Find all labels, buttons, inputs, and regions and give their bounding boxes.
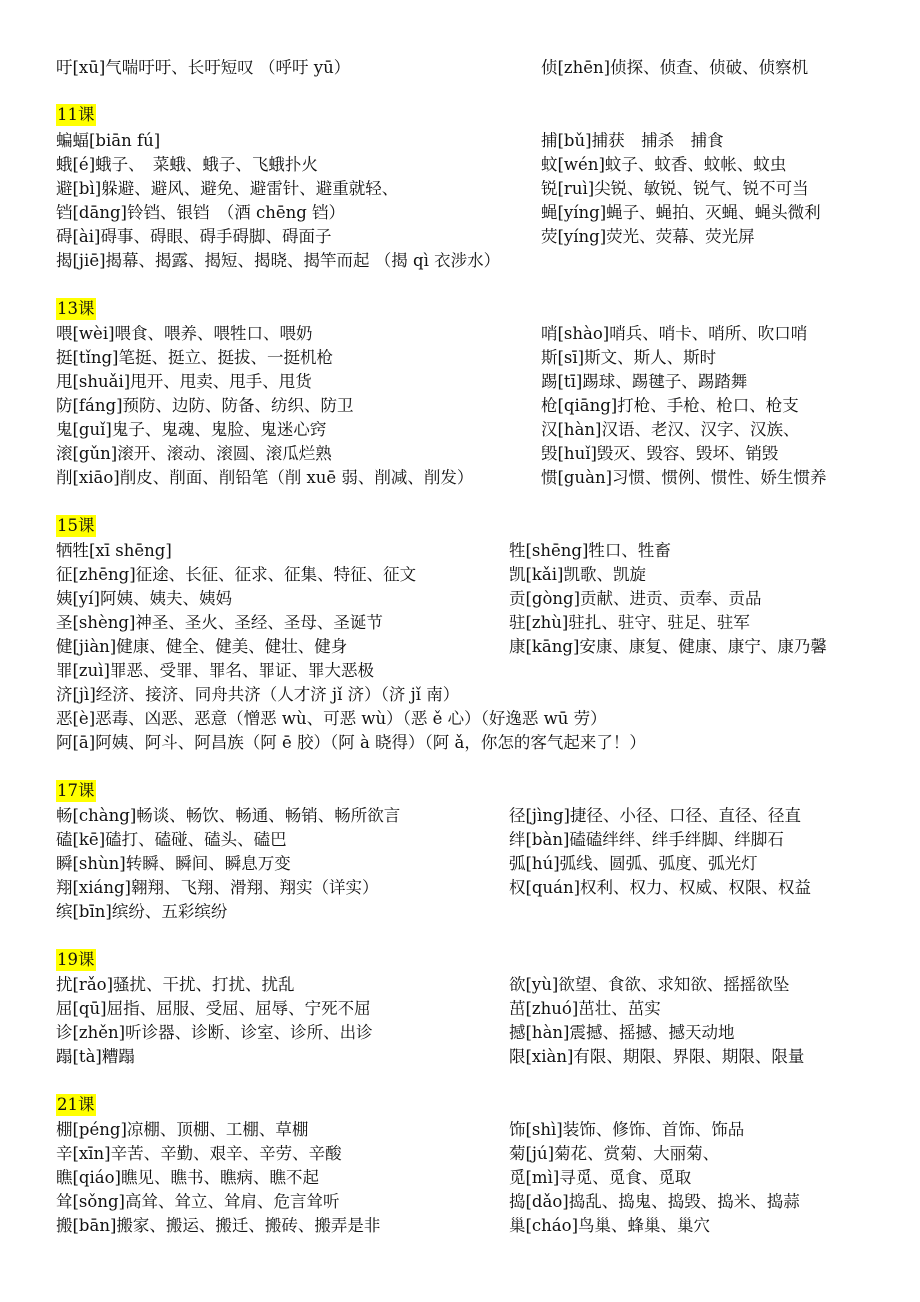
entry-left: 牺牲[xī shēng] xyxy=(56,541,172,560)
entry-left: 滚[gǔn]滚开、滚动、滚圆、滚瓜烂熟 xyxy=(56,444,332,463)
entry-right: 牲[shēng]牲口、牲畜 xyxy=(509,541,671,560)
entry-right: 毁[huǐ]毁灭、毁容、毁坏、销毁 xyxy=(541,444,779,463)
lesson-heading-19: 19课 xyxy=(57,950,95,969)
entry-right: 绊[bàn]磕磕绊绊、绊手绊脚、绊脚石 xyxy=(509,830,784,849)
entry-left: 吁[xū]气喘吁吁、长吁短叹 （呼吁 yū） xyxy=(56,58,351,77)
entry-right: 荧[yíng]荧光、荧幕、荧光屏 xyxy=(541,227,755,246)
entry-left: 扰[rǎo]骚扰、干扰、打扰、扰乱 xyxy=(56,975,295,994)
entry-left: 蹋[tà]糟蹋 xyxy=(56,1047,135,1066)
entry-right: 康[kāng]安康、康复、健康、康宁、康乃馨 xyxy=(509,637,827,656)
entry-left: 削[xiāo]削皮、削面、削铅笔（削 xuē 弱、削减、削发） xyxy=(56,468,474,487)
entry-right: 撼[hàn]震撼、摇撼、撼天动地 xyxy=(509,1023,735,1042)
lesson-heading-13: 13课 xyxy=(57,299,95,318)
entry-left: 甩[shuǎi]甩开、甩卖、甩手、甩货 xyxy=(56,372,312,391)
lesson-heading-21: 21课 xyxy=(57,1095,95,1114)
entry-left: 防[fáng]预防、边防、防备、纺织、防卫 xyxy=(56,396,354,415)
entry-left: 缤[bīn]缤纷、五彩缤纷 xyxy=(56,902,228,921)
entry-right: 惯[guàn]习惯、惯例、惯性、娇生惯养 xyxy=(541,468,827,487)
lesson-heading-17: 17课 xyxy=(57,781,95,800)
entry-left: 屈[qū]屈指、屈服、受屈、屈辱、宁死不屈 xyxy=(56,999,371,1018)
entry-right: 权[quán]权利、权力、权威、权限、权益 xyxy=(509,878,812,897)
entry-left: 罪[zuì]罪恶、受罪、罪名、罪证、罪大恶极 xyxy=(56,661,374,680)
entry-left: 搬[bān]搬家、搬运、搬迁、搬砖、搬弄是非 xyxy=(56,1216,381,1235)
entry-right: 径[jìng]捷径、小径、口径、直径、径直 xyxy=(509,806,801,825)
entry-right: 弧[hú]弧线、圆弧、弧度、弧光灯 xyxy=(509,854,758,873)
entry-right: 限[xiàn]有限、期限、界限、期限、限量 xyxy=(509,1047,805,1066)
entry-right: 枪[qiāng]打枪、手枪、枪口、枪支 xyxy=(541,396,799,415)
entry-left: 瞧[qiáo]瞧见、瞧书、瞧病、瞧不起 xyxy=(56,1168,319,1187)
entry-right: 捕[bǔ]捕获 捕杀 捕食 xyxy=(541,131,724,150)
entry-left: 喂[wèi]喂食、喂养、喂牲口、喂奶 xyxy=(56,324,313,343)
entry-left: 姨[yí]阿姨、姨夫、姨妈 xyxy=(56,589,232,608)
entry-left: 耸[sǒng]高耸、耸立、耸肩、危言耸听 xyxy=(56,1192,340,1211)
entry-right: 汉[hàn]汉语、老汉、汉字、汉族、 xyxy=(541,420,800,439)
entry-right: 驻[zhù]驻扎、驻守、驻足、驻军 xyxy=(509,613,750,632)
entry-left: 济[jì]经济、接济、同舟共济（人才济 jǐ 济）（济 jǐ 南） xyxy=(56,685,460,704)
entry-right: 捣[dǎo]捣乱、捣鬼、捣毁、捣米、捣蒜 xyxy=(509,1192,800,1211)
entry-left: 健[jiàn]健康、健全、健美、健壮、健身 xyxy=(56,637,348,656)
entry-right: 蝇[yíng]蝇子、蝇拍、灭蝇、蝇头微利 xyxy=(541,203,821,222)
entry-right: 踢[tī]踢球、踢毽子、踢踏舞 xyxy=(541,372,748,391)
entry-left: 蝙蝠[biān fú] xyxy=(56,131,161,150)
lesson-heading-15: 15课 xyxy=(57,516,95,535)
entry-right: 哨[shào]哨兵、哨卡、哨所、吹口哨 xyxy=(541,324,808,343)
entry-right: 巢[cháo]鸟巢、蜂巢、巢穴 xyxy=(509,1216,711,1235)
entry-left: 畅[chàng]畅谈、畅饮、畅通、畅销、畅所欲言 xyxy=(56,806,401,825)
entry-left: 诊[zhěn]听诊器、诊断、诊室、诊所、出诊 xyxy=(56,1023,373,1042)
entry-left: 辛[xīn]辛苦、辛勤、艰辛、辛劳、辛酸 xyxy=(56,1144,342,1163)
entry-left: 恶[è]恶毒、凶恶、恶意（憎恶 wù、可恶 wù）（恶 ě 心）（好逸恶 wū 劳） xyxy=(56,709,607,728)
entry-right: 凯[kǎi]凯歌、凯旋 xyxy=(509,565,646,584)
entry-left: 碍[ài]碍事、碍眼、碍手碍脚、碍面子 xyxy=(56,227,332,246)
entry-right: 茁[zhuó]茁壮、茁实 xyxy=(509,999,661,1018)
entry-left: 征[zhēng]征途、长征、征求、征集、特征、征文 xyxy=(56,565,417,584)
entry-right: 觅[mì]寻觅、觅食、觅取 xyxy=(509,1168,692,1187)
entry-left: 铛[dāng]铃铛、银铛 （酒 chēng 铛） xyxy=(56,203,346,222)
entry-left: 挺[tǐng]笔挺、挺立、挺拔、一挺机枪 xyxy=(56,348,333,367)
entry-left: 棚[péng]凉棚、顶棚、工棚、草棚 xyxy=(56,1120,309,1139)
entry-right: 斯[sī]斯文、斯人、斯时 xyxy=(541,348,717,367)
entry-right: 锐[ruì]尖锐、敏锐、锐气、锐不可当 xyxy=(541,179,809,198)
entry-left: 圣[shèng]神圣、圣火、圣经、圣母、圣诞节 xyxy=(56,613,383,632)
entry-right: 饰[shì]装饰、修饰、首饰、饰品 xyxy=(509,1120,745,1139)
entry-left: 揭[jiē]揭幕、揭露、揭短、揭晓、揭竿而起 （揭 qì 衣涉水） xyxy=(56,251,501,270)
entry-left: 避[bì]躲避、避风、避免、避雷针、避重就轻、 xyxy=(56,179,399,198)
lesson-heading-11: 11课 xyxy=(57,105,95,124)
entry-left: 瞬[shùn]转瞬、瞬间、瞬息万变 xyxy=(56,854,291,873)
entry-right: 侦[zhēn]侦探、侦查、侦破、侦察机 xyxy=(541,58,809,77)
entry-right: 欲[yù]欲望、食欲、求知欲、摇摇欲坠 xyxy=(509,975,790,994)
entry-left: 鬼[guǐ]鬼子、鬼魂、鬼脸、鬼迷心窍 xyxy=(56,420,327,439)
entry-right: 菊[jú]菊花、赏菊、大丽菊、 xyxy=(509,1144,720,1163)
entry-right: 贡[gòng]贡献、进贡、贡奉、贡品 xyxy=(509,589,762,608)
entry-left: 蛾[é]蛾子、 菜蛾、蛾子、飞蛾扑火 xyxy=(56,155,318,174)
entry-right: 蚊[wén]蚊子、蚊香、蚊帐、蚊虫 xyxy=(541,155,787,174)
entry-left: 翔[xiáng]翱翔、飞翔、滑翔、翔实（详实） xyxy=(56,878,379,897)
entry-left: 阿[ā]阿姨、阿斗、阿昌族（阿 ē 胶）（阿 à 晓得）（阿 ǎ，你怎的客气起来了！） xyxy=(56,733,646,752)
entry-left: 磕[kē]磕打、磕碰、磕头、磕巴 xyxy=(56,830,287,849)
